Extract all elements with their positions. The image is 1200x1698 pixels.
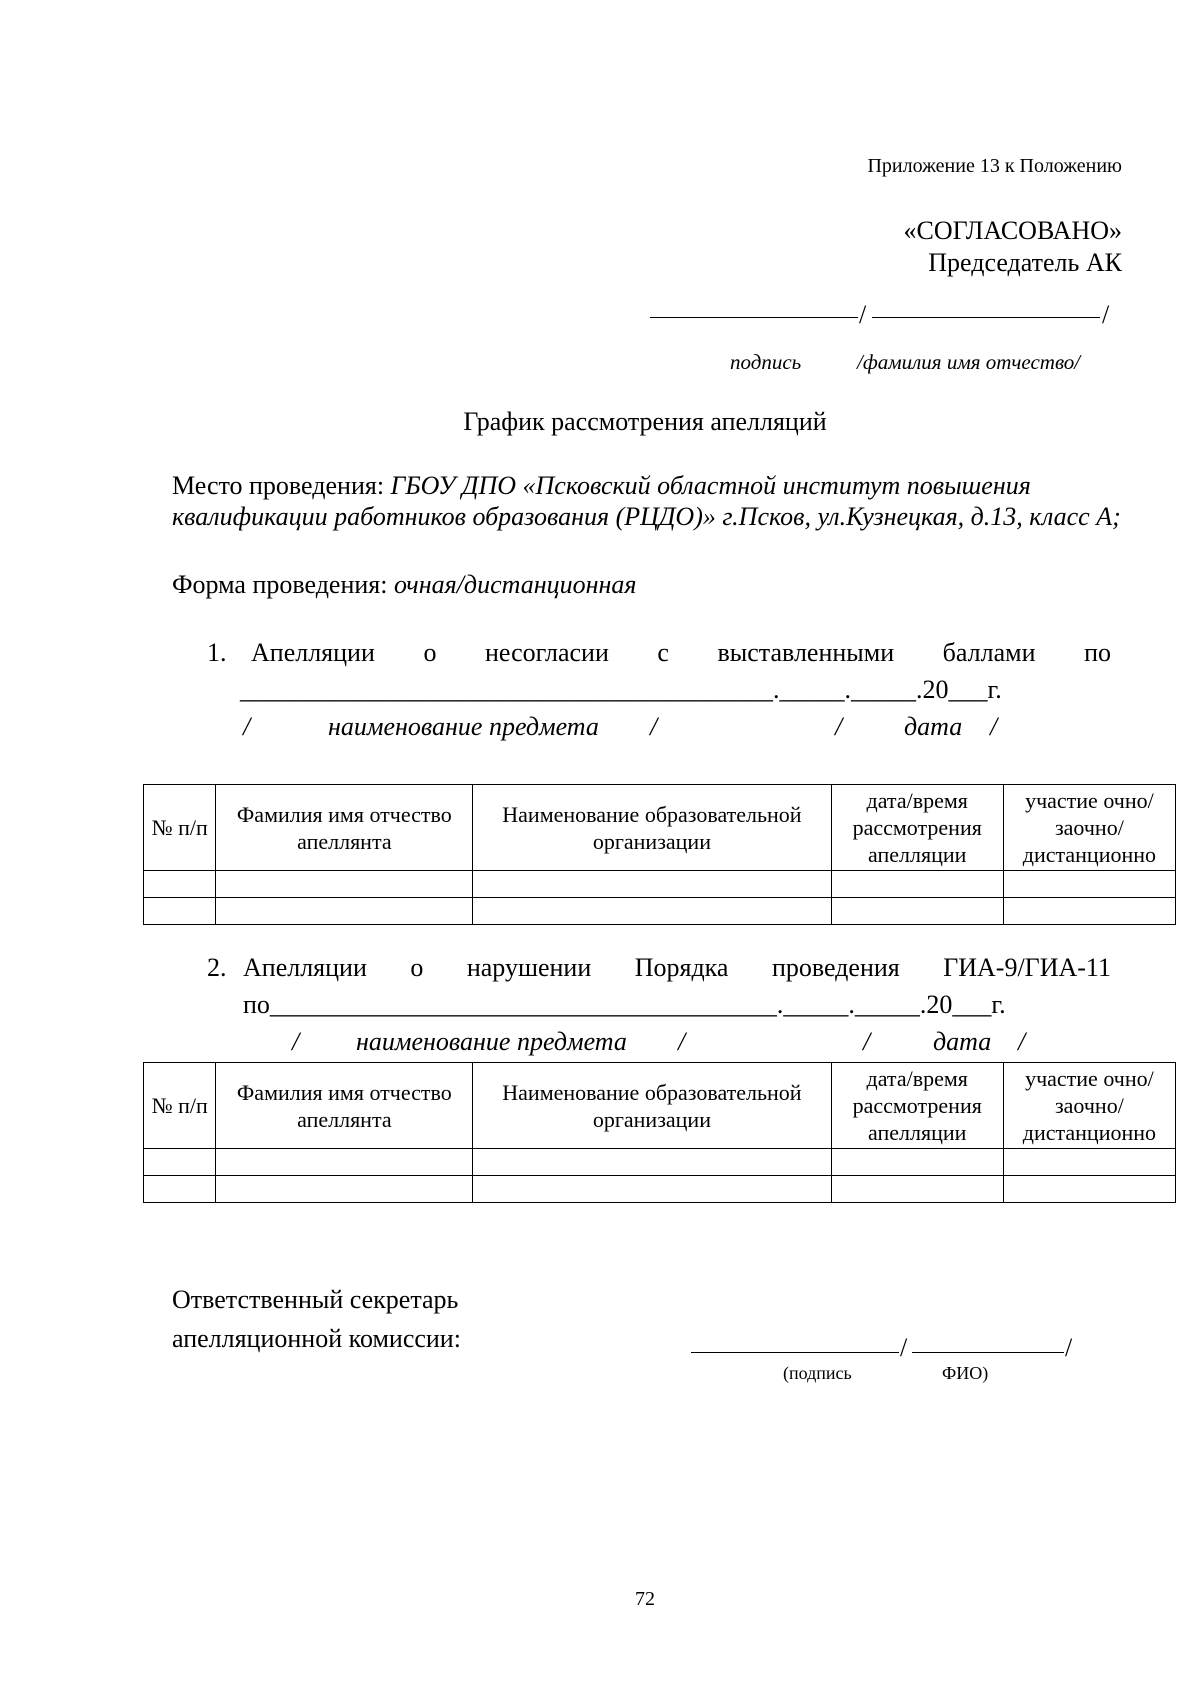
venue-paragraph [172,470,1132,532]
col-header-organization: Наименование образовательной организации [473,785,831,871]
word: о [423,638,437,667]
section1-heading [251,638,1111,668]
col-header-number: № п/п [144,785,216,871]
appeals-table-1 [143,784,1176,925]
word: несогласии [484,638,609,667]
secretary-line1: Ответственный секретарь [172,1285,459,1314]
table-cell[interactable] [831,1149,1003,1176]
word: с [657,638,669,667]
table-cell[interactable] [473,1149,831,1176]
table-cell[interactable] [216,1176,473,1203]
col-header-datetime: дата/время рассмотрения апелляции [831,1063,1003,1149]
hint-subject: наименование предмета [328,712,599,741]
hint-slash: / [678,1027,686,1056]
word: Порядка [634,953,729,982]
section2-date-line[interactable]: по_______________________________________._____._____.20___г. [243,990,1006,1019]
hint-slash: / [863,1027,871,1056]
format-line [172,570,637,600]
table-cell[interactable] [473,898,831,925]
table-cell[interactable] [1003,898,1175,925]
table-cell[interactable] [831,871,1003,898]
table-cell[interactable] [1003,871,1175,898]
secretary-name-caption: ФИО) [942,1363,989,1383]
table-cell[interactable] [144,1149,216,1176]
document-title: График рассмотрения апелляций [463,407,827,436]
table-cell[interactable] [216,898,473,925]
table-cell[interactable] [831,898,1003,925]
word: Апелляции [243,953,367,982]
table-row [144,898,1176,925]
table-row [144,1176,1176,1203]
word: нарушении [466,953,592,982]
slash: / [1065,1333,1073,1362]
appendix-note: Приложение 13 к Положению [867,155,1122,177]
section2-heading [243,953,1111,983]
slash: / [1102,300,1110,329]
section-number: 2. [207,953,227,982]
word: баллами [942,638,1036,667]
hint-slash: / [835,712,843,741]
hint-slash: / [292,1027,300,1056]
approval-stamp: «СОГЛАСОВАНО» [903,216,1122,245]
hint-date: дата [933,1027,992,1056]
signature-caption: подпись [730,350,802,374]
col-header-datetime: дата/время рассмотрения апелляции [831,785,1003,871]
col-header-participation: участие очно/заочно/дистанционно [1003,1063,1175,1149]
chair-signature-line[interactable] [650,317,858,318]
name-caption: /фамилия имя отчество/ [857,350,1081,374]
secretary-name-line[interactable] [912,1352,1064,1353]
hint-subject: наименование предмета [356,1027,627,1056]
word: проведения [771,953,900,982]
chair-name-line[interactable] [872,317,1100,318]
hint-slash: / [990,712,998,741]
col-header-name: Фамилия имя отчество апеллянта [216,1063,473,1149]
chair-title: Председатель АК [928,248,1122,277]
venue-label: Место проведения: [172,471,391,500]
secretary-line2: апелляционной комиссии: [172,1324,461,1353]
format-value: очная/дистанционная [393,570,637,599]
table-cell[interactable] [216,1149,473,1176]
hint-date: дата [904,712,963,741]
hint-slash: / [1018,1027,1026,1056]
table-cell[interactable] [144,1176,216,1203]
table-cell[interactable] [1003,1176,1175,1203]
appeals-table-2 [143,1062,1176,1203]
format-label: Форма проведения: [172,570,394,599]
venue-value: ГБОУ ДПО «Псковский областной институт повышения квалификации работников образования (РЦДО)» г.Псков, ул.Кузнецкая, д.13, класс А; [172,471,1121,531]
secretary-sign-caption: (подпись [783,1363,852,1383]
slash: / [859,300,867,329]
word: Апелляции [251,638,375,667]
section-number: 1. [207,638,227,667]
hint-slash: / [243,712,251,741]
word: о [410,953,424,982]
word: по [1084,638,1111,667]
table-cell[interactable] [1003,1149,1175,1176]
page-number: 72 [635,1588,655,1610]
table-cell[interactable] [473,1176,831,1203]
table-row [144,1149,1176,1176]
col-header-number: № п/п [144,1063,216,1149]
word: выставленными [717,638,895,667]
secretary-signature-line[interactable] [691,1352,899,1353]
table-header-row [144,1063,1176,1149]
table-row [144,871,1176,898]
table-cell[interactable] [144,898,216,925]
word: ГИА-9/ГИА-11 [943,953,1111,982]
table-cell[interactable] [216,871,473,898]
section1-date-line[interactable]: _________________________________________._____._____.20___г. [240,675,1002,704]
table-cell[interactable] [473,871,831,898]
col-header-organization: Наименование образовательной организации [473,1063,831,1149]
col-header-name: Фамилия имя отчество апеллянта [216,785,473,871]
table-cell[interactable] [831,1176,1003,1203]
table-header-row [144,785,1176,871]
slash: / [900,1333,908,1362]
col-header-participation: участие очно/заочно/дистанционно [1003,785,1175,871]
hint-slash: / [650,712,658,741]
secretary-label [172,1280,461,1358]
table-cell[interactable] [144,871,216,898]
